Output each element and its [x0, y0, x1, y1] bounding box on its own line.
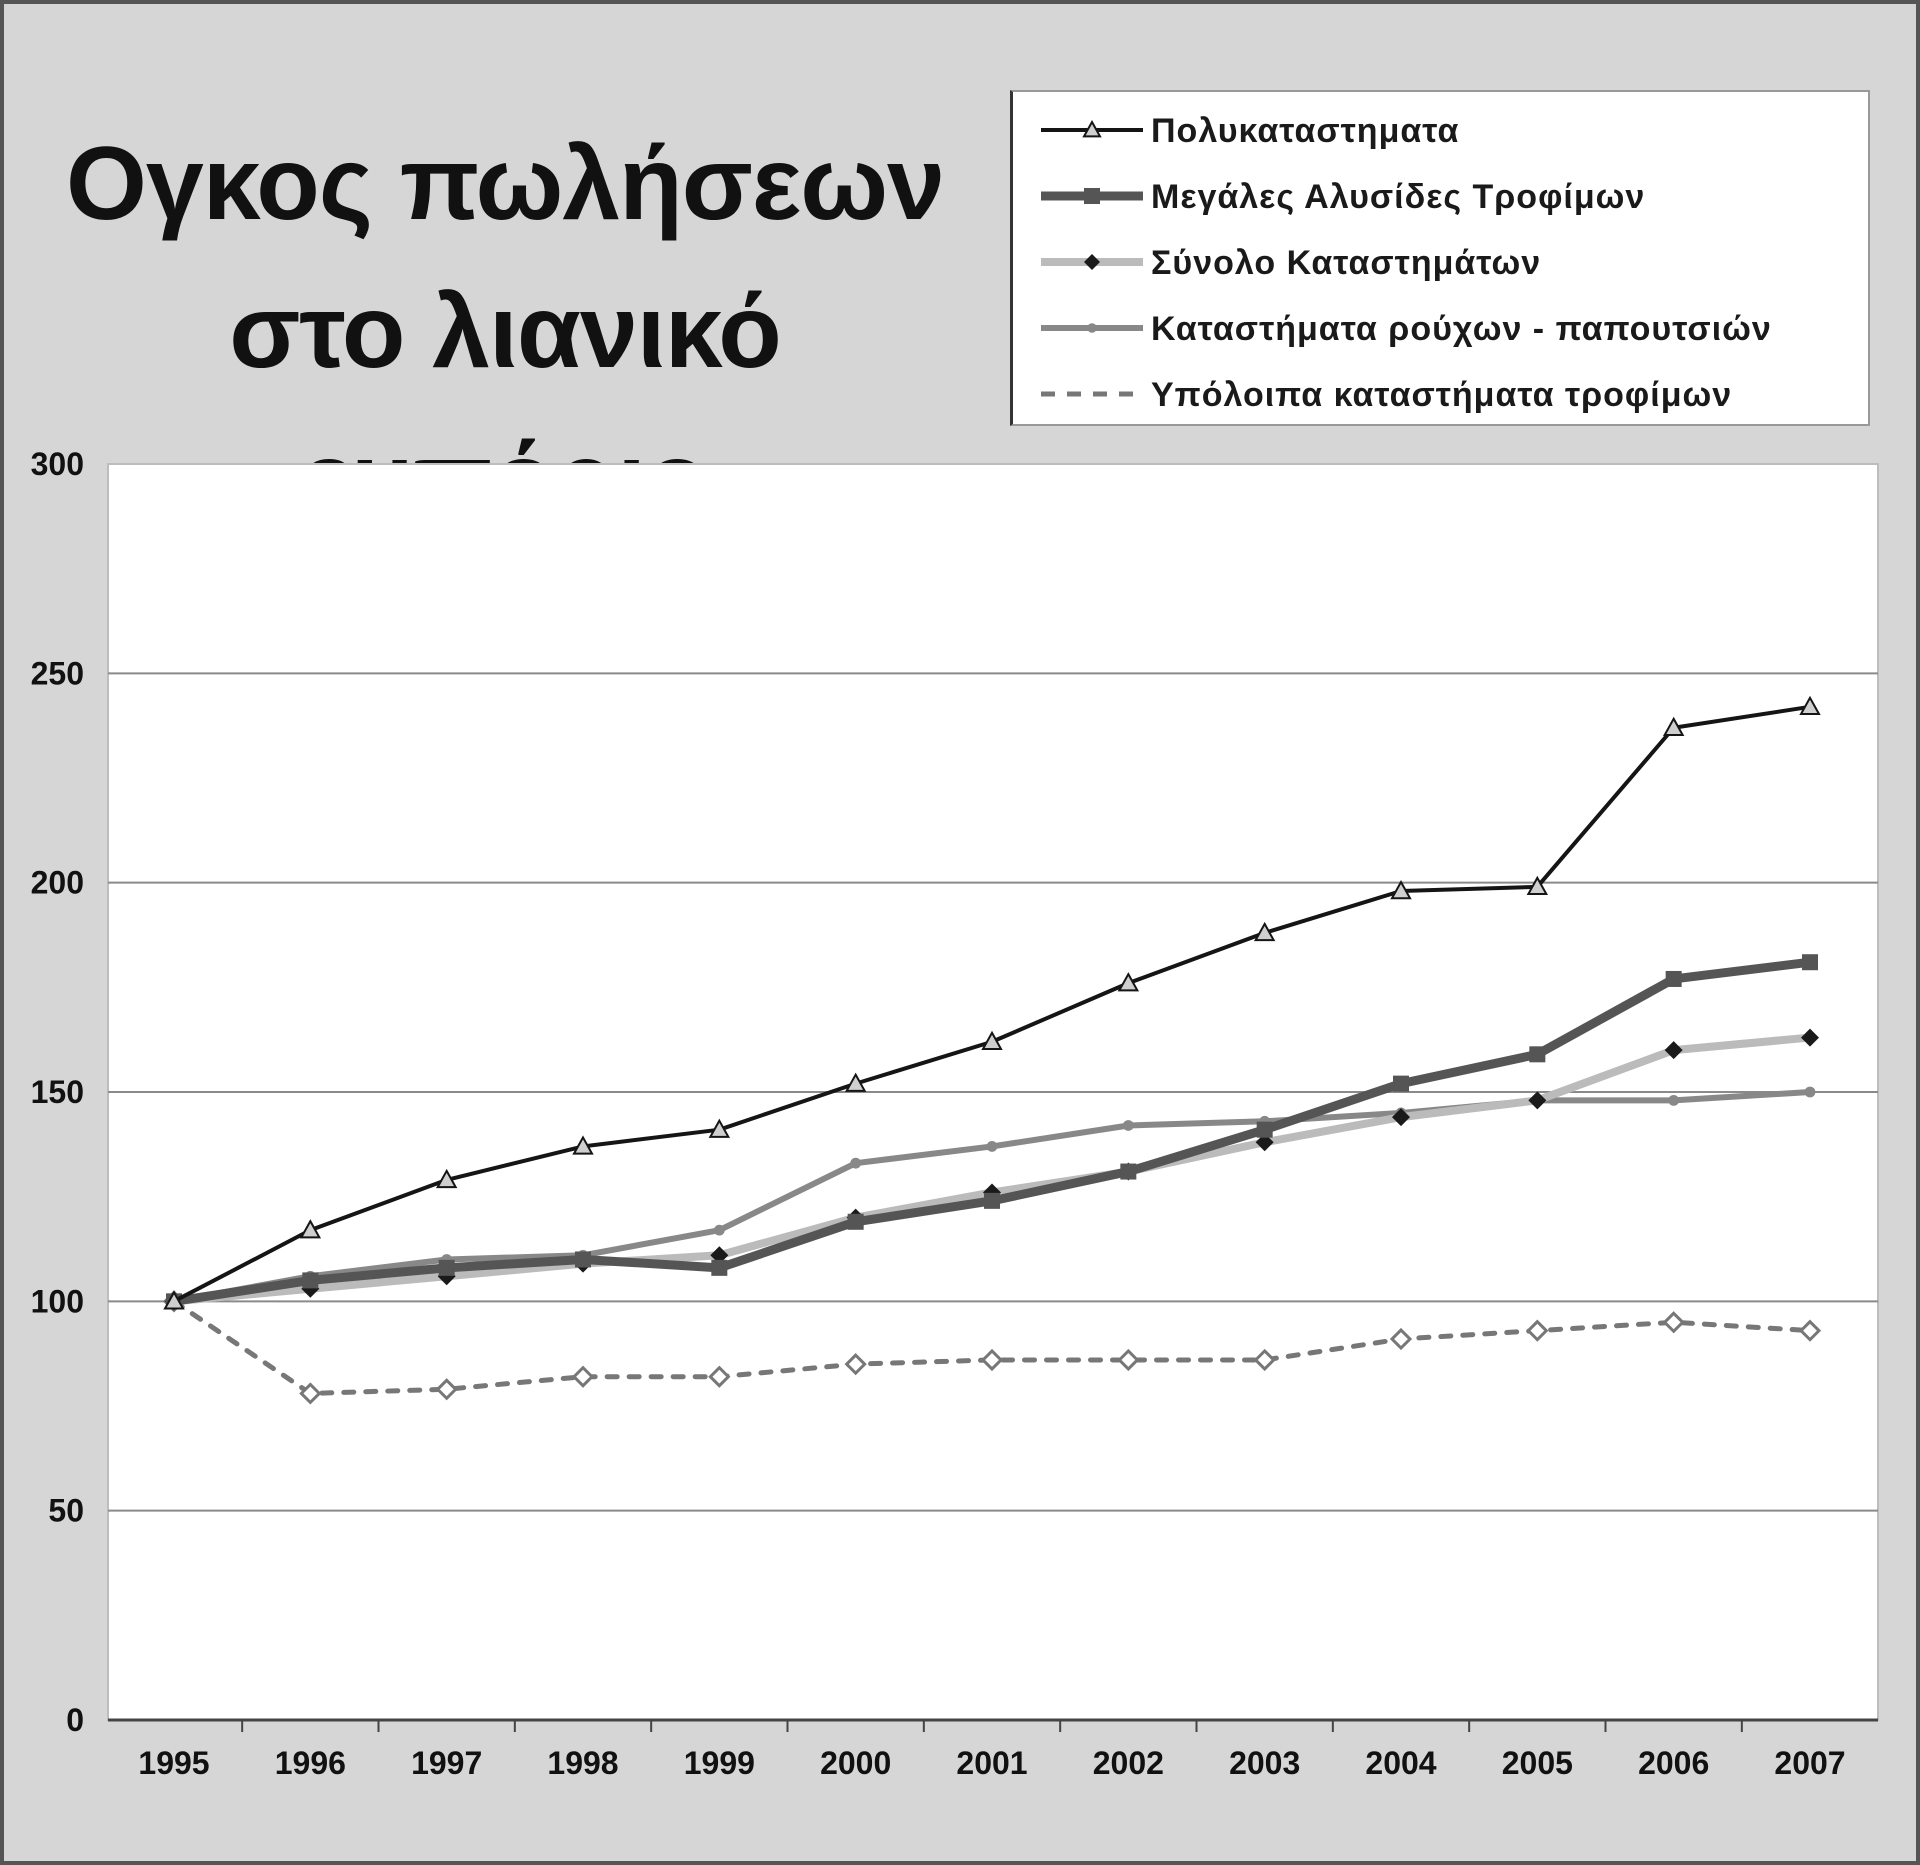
y-tick-label: 250	[30, 655, 84, 692]
legend-label: Μεγάλες Αλυσίδες Τροφίμων	[1151, 178, 1646, 216]
x-tick-label: 1996	[274, 1745, 346, 1781]
data-point	[575, 1251, 591, 1267]
x-tick-label: 2001	[956, 1745, 1028, 1781]
y-tick-label: 150	[30, 1074, 84, 1110]
x-tick-label: 2003	[1229, 1745, 1301, 1781]
y-tick-label: 0	[66, 1702, 84, 1738]
data-point	[1257, 1122, 1273, 1138]
x-tick-label: 1997	[411, 1745, 483, 1781]
y-tick-label: 300	[30, 446, 84, 482]
legend-label: Καταστήματα ρούχων - παπουτσιών	[1151, 310, 1772, 348]
x-tick-label: 2006	[1638, 1745, 1710, 1781]
x-tick-label: 2005	[1501, 1745, 1573, 1781]
data-point	[439, 1260, 455, 1276]
data-point	[1802, 954, 1818, 970]
data-point	[848, 1214, 864, 1230]
legend-label: Σύνολο Καταστημάτων	[1151, 244, 1542, 282]
data-point	[1123, 1120, 1134, 1131]
x-tick-label: 2000	[820, 1745, 892, 1781]
chart-title-line-1: Ογκος πωλήσεων	[66, 126, 944, 242]
data-point	[850, 1158, 861, 1169]
data-point	[1668, 1095, 1679, 1106]
data-point	[1805, 1087, 1816, 1098]
legend-label: Υπόλοιπα καταστήματα τροφίμων	[1151, 376, 1733, 414]
data-point	[1666, 971, 1682, 987]
data-point	[987, 1141, 998, 1152]
x-tick-label: 1999	[683, 1745, 755, 1781]
legend-label: Πολυκαταστηματα	[1151, 112, 1460, 150]
x-tick-label: 2004	[1365, 1745, 1437, 1781]
chart-title-line-2: στο λιανικό	[229, 274, 781, 390]
data-point	[714, 1225, 725, 1236]
y-tick-label: 200	[30, 864, 84, 901]
x-tick-label: 1998	[547, 1745, 619, 1781]
y-tick-label: 100	[30, 1283, 84, 1320]
data-point	[1120, 1164, 1136, 1180]
data-point	[1529, 1046, 1545, 1062]
x-tick-label: 2007	[1774, 1745, 1846, 1781]
data-point	[711, 1260, 727, 1276]
x-tick-label: 1995	[138, 1745, 210, 1781]
data-point	[1393, 1076, 1409, 1092]
data-point	[984, 1193, 1000, 1209]
x-tick-label: 2002	[1092, 1745, 1164, 1781]
data-point	[302, 1272, 318, 1288]
y-tick-label: 50	[48, 1492, 84, 1529]
